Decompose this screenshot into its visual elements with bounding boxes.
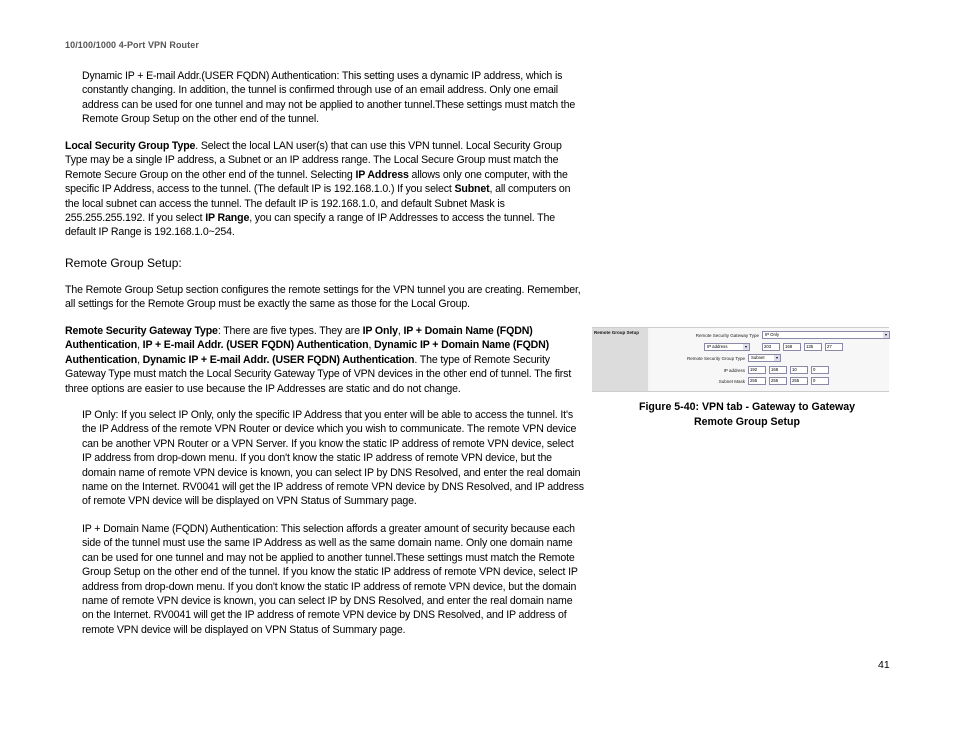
figure-sidebar: [592, 328, 648, 391]
group-ip-octet-4[interactable]: 0: [811, 366, 829, 374]
paragraph-dynamic-ip-email: Dynamic IP + E-mail Addr.(USER FQDN) Authentication: This setting uses a dynamic IP address, which is constantly changing. In addition, the tunnel is confirmed through use of an email address. Only one email address can be used for one tunnel and may not be applied to another tunnel.These settings must match the Remote Group Setup on the other end of the tunnel.: [82, 70, 576, 126]
subnet-mask-label: Subnet Mask: [718, 379, 745, 384]
group-ip-octet-2[interactable]: 168: [769, 366, 787, 374]
chevron-down-icon: ▾: [775, 355, 778, 360]
group-type-label: Remote Security Group Type: [687, 356, 745, 361]
address-type-select[interactable]: IP address ▾: [704, 343, 750, 351]
section-title-remote-group: Remote Group Setup:: [65, 256, 182, 270]
group-type-select[interactable]: Subnet ▾: [748, 354, 781, 362]
running-header: 10/100/1000 4-Port VPN Router: [65, 40, 199, 50]
chevron-down-icon: ▾: [884, 332, 887, 337]
group-ip-octet-1[interactable]: 192: [748, 366, 766, 374]
figure-caption: [594, 400, 900, 429]
term-remote-security-gateway-type: Remote Security Gateway Type: [65, 325, 218, 337]
chevron-down-icon: ▾: [744, 344, 747, 349]
page-number: 41: [878, 659, 890, 671]
paragraph-local-security-group: Local Security Group Type. Select the local LAN user(s) that can use this VPN tunnel. Local Security Group Type may be a single IP address, a Subnet or an IP address range. The Local Secure Group must match the Remote Secure Group on the other end of the tunnel. Selecting IP Address allows only one computer, with the specific IP Address, access to the tunnel. (The default IP is 192.168.1.0.) If you select Subnet, all computers on the local subnet can access the tunnel. The default IP is 192.168.1.0, and default Subnet Mask is 255.255.255.192. If you select IP Range, you can specify a range of IP Addresses to access the tunnel. The default IP Range is 192.168.1.0~254.: [65, 140, 571, 239]
paragraph-ip-only: IP Only: If you select IP Only, only the specific IP Address that you enter will be able to access the tunnel. It's the IP Address of the remote VPN Router or device which you wish to communicate. The remote VPN device can be another VPN Router or a VPN Server. If you know the static IP address of remote VPN device, select IP address from drop-down menu. If you don't know the static IP address of remote VPN device, but the domain name of remote VPN device is known, you can select IP by DNS Resolved, and enter the real domain name on the Internet. RV0041 will get the IP address of remote VPN device by DNS Resolved, and IP address of remote VPN device will be displayed on VPN Status of Summary page.: [82, 409, 584, 508]
caption-line-1: Figure 5-40: VPN tab - Gateway to Gateway: [638, 401, 856, 413]
group-ip-octet-3[interactable]: 10: [790, 366, 808, 374]
caption-line-2: Remote Group Setup: [694, 415, 800, 428]
figure-form: Remote Security Gateway Type IP Only ▾ IP address ▾ 203 . 168 . 135 . 27 Remote Security Group Type Subnet ▾ IP address 192 . 168 . 10 . 0 Subnet Mask 255 . 255 . 255 . 0: [650, 328, 889, 391]
mask-octet-2[interactable]: 255: [769, 377, 787, 385]
ip-address-label: IP address: [723, 368, 745, 373]
remote-ip-octet-2[interactable]: 168: [783, 343, 801, 351]
remote-ip-octet-4[interactable]: 27: [825, 343, 843, 351]
figure-remote-group-setup: [592, 327, 889, 392]
mask-octet-1[interactable]: 255: [748, 377, 766, 385]
mask-octet-3[interactable]: 255: [790, 377, 808, 385]
paragraph-remote-gateway-type: Remote Security Gateway Type: There are five types. They are IP Only, IP + Domain Name (FQDN) Authentication, IP + E-mail Addr. (USER FQDN) Authentication, Dynamic IP + Domain Name (FQDN) Authentication, Dynamic IP + E-mail Addr. (USER FQDN) Authentication. The type of Remote Security Gateway Type must match the Local Security Gateway Type of VPN devices in the other end of tunnel. The first three options are easier to use because the IP Addresses are static and do not change.: [65, 325, 572, 395]
remote-ip-octet-3[interactable]: 135: [804, 343, 822, 351]
gateway-type-label: Remote Security Gateway Type: [695, 333, 759, 338]
mask-octet-4[interactable]: 0: [811, 377, 829, 385]
figure-sidebar-title: Remote Group Setup: [594, 330, 640, 335]
paragraph-ip-domain-name: IP + Domain Name (FQDN) Authentication: This selection affords a greater amount of security because each side of the tunnel must use the same IP Address as well as the same domain name. Only one domain name can be used for one tunnel and may not be applied to another tunnel.These settings must match the Remote Group Setup on the other end of the tunnel. If you know the static IP address of remote VPN device, select IP address from drop-down menu. If you don't know the static IP address of remote VPN device, but the domain name of remote VPN device is known, you can select IP by DNS Resolved, and enter the real domain name on the Internet. RV0041 will get the IP address of remote VPN device by DNS Resolved, and IP address of remote VPN device will be displayed on VPN Status of Summary page.: [82, 523, 578, 636]
term-local-security-group-type: Local Security Group Type: [65, 140, 196, 152]
paragraph-remote-group-intro: The Remote Group Setup section configures the remote settings for the VPN tunnel you are creating. Remember, all settings for the Remote Group must be exactly the same as those for the Local Group.: [65, 284, 581, 311]
remote-ip-octet-1[interactable]: 203: [762, 343, 780, 351]
gateway-type-select[interactable]: IP Only ▾: [762, 331, 890, 339]
